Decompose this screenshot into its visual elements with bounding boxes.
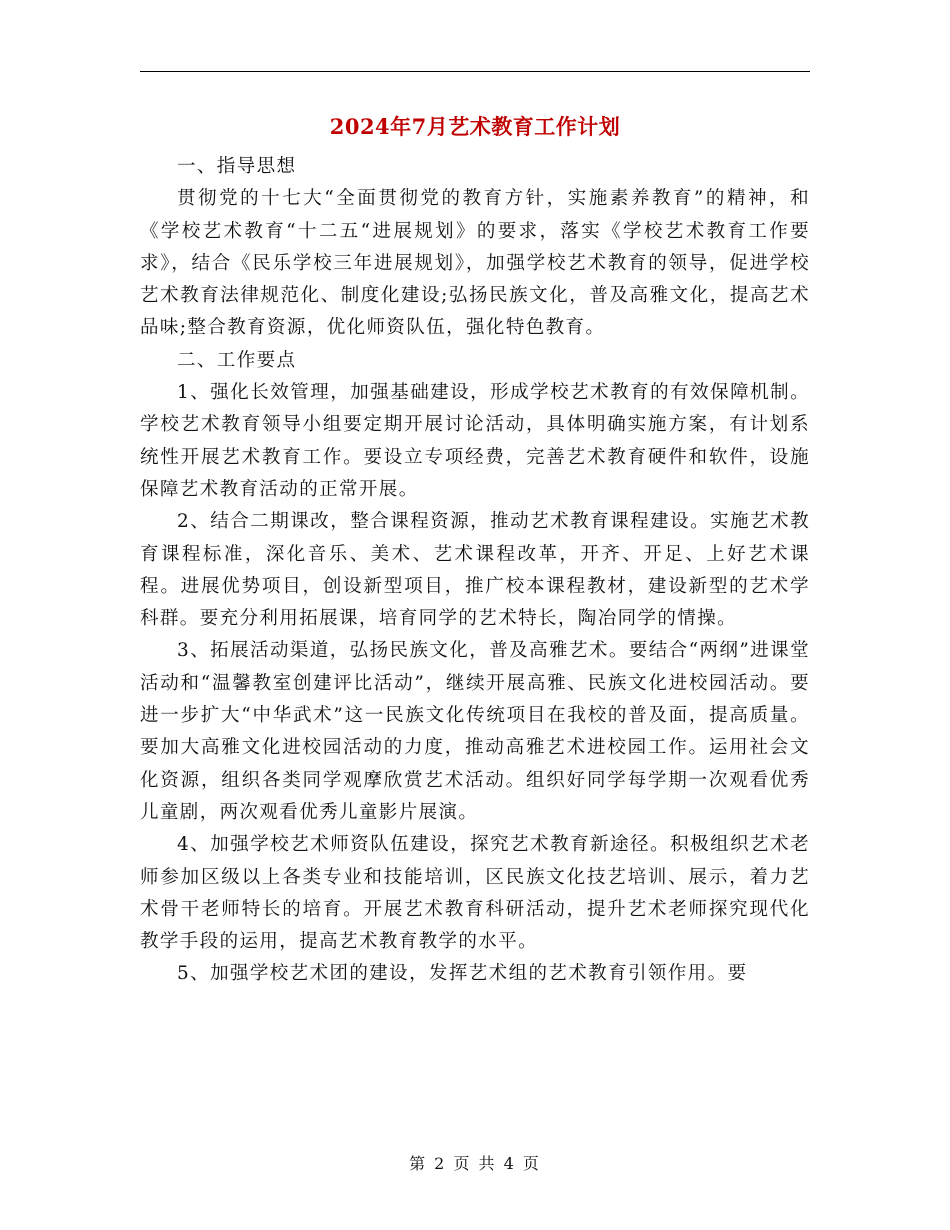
paragraph-point-3: 3、拓展活动渠道，弘扬民族文化，普及高雅艺术。要结合“两纲”进课堂活动和“温馨教室创建评比活动”，继续开展高雅、民族文化进校园活动。要进一步扩大“中华武术”这一民族文化传统项目在我校的普及面，提高质量。要加大高雅文化进校园活动的力度，推动高雅艺术进校园工作。运用社会文化资源，组织各类同学观摩欣赏艺术活动。组织好同学每学期一次观看优秀儿童剧，两次观看优秀儿童影片展演。 (140, 640, 810, 823)
paragraph-point-5: 5、加强学校艺术团的建设，发挥艺术组的艺术教育引领作用。要 (177, 963, 748, 985)
paragraph-point-4: 4、加强学校艺术师资队伍建设，探究艺术教育新途径。积极组织艺术老师参加区级以上各类专业和技能培训，区民族文化技艺培训、展示，着力艺术骨干老师特长的培育。开展艺术教育科研活动，提升艺术老师探究现代化教学手段的运用，提高艺术教育教学的水平。 (140, 834, 810, 953)
section-heading-work-points: 二、工作要点 (177, 349, 297, 371)
section-heading-guiding-ideology: 一、指导思想 (177, 156, 297, 177)
document-body (140, 151, 810, 991)
page-number-footer: 第 2 页 共 4 页 (409, 1154, 541, 1173)
paragraph-point-2: 2、结合二期课改，整合课程资源，推动艺术教育课程建设。实施艺术教育课程标准，深化音乐、美术、艺术课程改革，开齐、开足、上好艺术课程。进展优势项目，创设新型项目，推广校本课程教材，建设新型的艺术学科群。要充分利用拓展课，培育同学的艺术特长，陶冶同学的情操。 (140, 511, 810, 630)
paragraph-guiding-ideology: 贯彻党的十七大“全面贯彻党的教育方针，实施素养教育”的精神，和《学校艺术教育“十二五“进展规划》的要求，落实《学校艺术教育工作要求》，结合《民乐学校三年进展规划》，加强学校艺术教育的领导，促进学校艺术教育法律规范化、制度化建设;弘扬民族文化，普及高雅文化，提高艺术品味;整合教育资源，优化师资队伍，强化特色教育。 (140, 188, 810, 339)
paragraph-point-1: 1、强化长效管理，加强基础建设，形成学校艺术教育的有效保障机制。学校艺术教育领导小组要定期开展讨论活动，具体明确实施方案，有计划系统性开展艺术教育工作。要设立专项经费，完善艺术教育硬件和软件，设施保障艺术教育活动的正常开展。 (140, 382, 810, 500)
document-title: 2024年7月艺术教育工作计划 (329, 114, 621, 139)
header-rule (140, 71, 810, 72)
